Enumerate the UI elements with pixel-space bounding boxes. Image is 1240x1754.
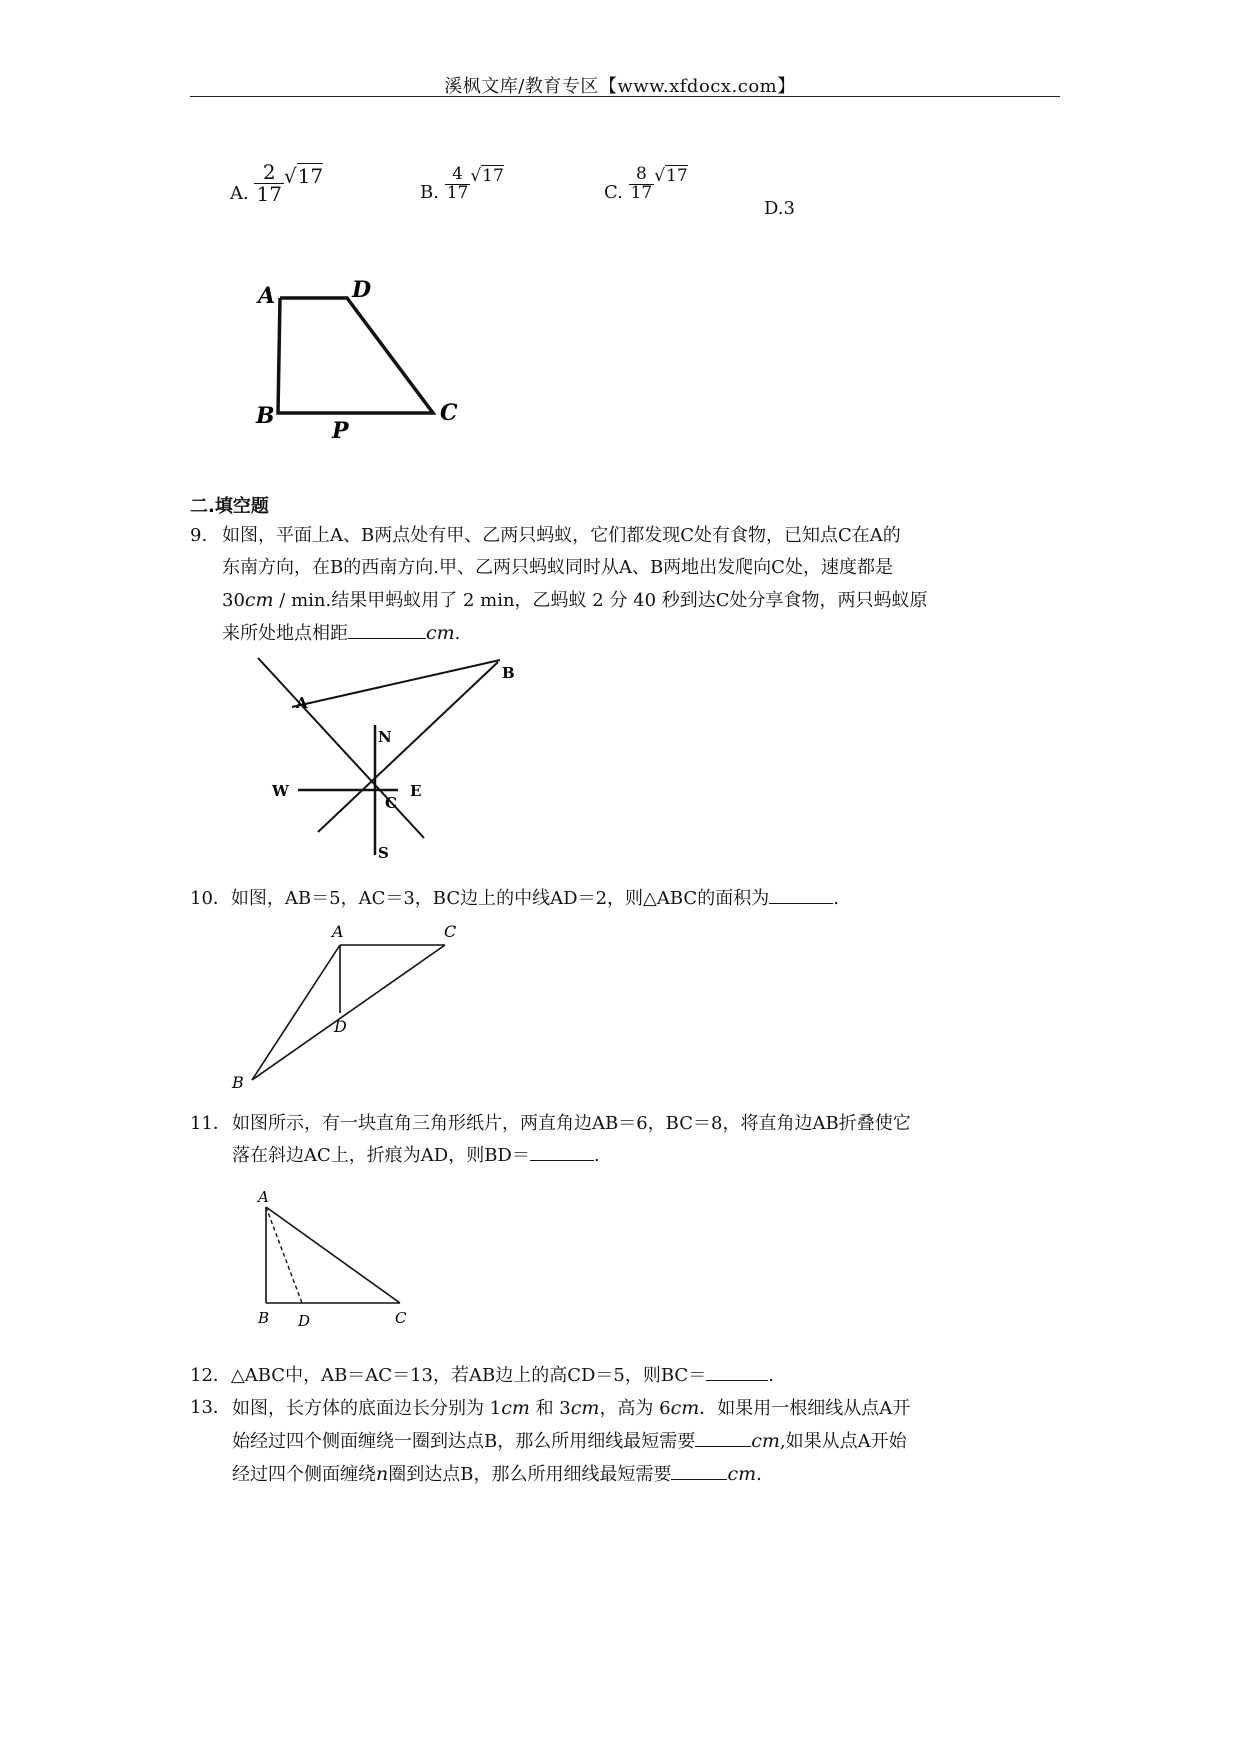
question-13-line-2: [232, 1425, 1092, 1458]
q13-unit-3: cm: [670, 1397, 700, 1419]
q13-n-variable: n: [376, 1463, 389, 1485]
q9-answer-unit: cm: [426, 622, 455, 644]
figure-trapezoid: [250, 270, 470, 450]
q13-text-1: 如图，长方体的底面边长分别为 1: [232, 1398, 502, 1419]
q9-line-4-text: 来所处地点相距: [222, 623, 348, 644]
figure-q10: [220, 915, 480, 1095]
question-9-line-1: 如图，平面上A、B两点处有甲、乙两只蚂蚁，它们都发现C处有食物，已知点C在A的: [222, 525, 901, 546]
option-c-fraction: [629, 166, 655, 203]
q13-text-2: 和 3: [529, 1398, 571, 1419]
compass-label-a: A: [296, 694, 308, 712]
segment-ab: [252, 945, 340, 1080]
question-11-line-2: [232, 1140, 1092, 1172]
q9-unit-cm: cm: [244, 589, 274, 611]
question-10-end: .: [833, 888, 839, 909]
question-12-end: .: [768, 1365, 774, 1386]
q13-unit-5: cm: [727, 1463, 757, 1485]
q13-answer-blank-1[interactable]: [695, 1426, 751, 1447]
q11-line-2-end: .: [593, 1145, 600, 1166]
trapezoid-outline: [278, 298, 433, 413]
q13-line-2-text: 始经过四个侧面缠绕一圈到达点B，那么所用细线最短需要: [232, 1431, 696, 1452]
option-c-numerator: 8: [629, 166, 655, 185]
q11-answer-blank[interactable]: [530, 1140, 594, 1161]
q10-label-d: D: [334, 1017, 347, 1036]
compass-label-c: C: [385, 794, 397, 812]
question-13-number: 13．: [190, 1397, 231, 1418]
figure-compass: [240, 650, 540, 870]
q13-answer-blank-2[interactable]: [671, 1459, 727, 1480]
q9-speed-value: 30: [222, 590, 245, 611]
fold-line-ad: [266, 1207, 302, 1303]
compass-label-n: N: [378, 728, 392, 746]
question-12: [190, 1360, 1070, 1392]
q13-line-3-mid: 圈到达点B，那么所用细线最短需要: [388, 1464, 672, 1485]
compass-label-b: B: [502, 664, 515, 682]
label-a: A: [258, 283, 276, 309]
q13-text-4: ．如果用一根细线从点A开: [699, 1398, 911, 1419]
question-9-line-4: [222, 617, 1082, 650]
q13-line-2-end: ,如果从点A开始: [779, 1431, 907, 1452]
option-d: [764, 198, 795, 219]
question-9-body: [222, 520, 1082, 650]
q9-answer-blank[interactable]: [348, 618, 426, 639]
option-c-sqrt: √17: [654, 166, 688, 187]
q10-label-c: C: [444, 922, 457, 941]
figure-q11: [250, 1185, 430, 1335]
label-c: C: [440, 400, 458, 426]
q13-text-3: ，高为 6: [599, 1398, 671, 1419]
section-title: 二.填空题: [190, 496, 269, 517]
q13-unit-4: cm: [751, 1430, 780, 1452]
option-a: [230, 162, 323, 205]
option-a-sqrt: √17: [283, 163, 324, 188]
option-c-radicand: 17: [666, 166, 688, 187]
option-a-fraction: [254, 162, 283, 205]
question-10: [190, 883, 1070, 915]
q9-line-3-rest: / min.结果甲蚂蚁用了 2 min，乙蚂蚁 2 分 40 秒到达C处分享食物，两只蚂蚁原: [273, 590, 928, 611]
option-c: [604, 166, 688, 203]
question-9-line-2: 东南方向，在B的西南方向.甲、乙两只蚂蚁同时从A、B两地出发爬向C处，速度都是: [222, 557, 893, 578]
q11-label-a: A: [258, 1188, 269, 1206]
question-12-text: △ABC中，AB＝AC＝13，若AB边上的高CD＝5，则BC＝: [230, 1365, 707, 1386]
compass-label-e: E: [410, 782, 422, 800]
question-12-number: 12．: [190, 1365, 231, 1386]
option-d-value: 3: [783, 198, 795, 219]
option-c-label: C.: [604, 181, 623, 203]
label-p: P: [332, 418, 349, 444]
compass-label-s: S: [378, 844, 389, 862]
q10-label-a: A: [332, 922, 344, 941]
q12-answer-blank[interactable]: [706, 1360, 768, 1381]
option-c-denominator: 17: [630, 182, 653, 203]
option-a-numerator: 2: [254, 162, 283, 184]
question-11-body: [232, 1108, 1092, 1172]
question-11-number: 11．: [190, 1113, 231, 1134]
question-9-line-3: [222, 584, 1082, 617]
q10-label-b: B: [232, 1073, 244, 1092]
question-10-number: 10．: [190, 888, 231, 909]
line-ab: [292, 660, 500, 707]
option-b-denominator: 17: [446, 182, 469, 203]
compass-label-w: W: [272, 782, 289, 800]
question-13-body: [232, 1392, 1092, 1491]
q11-label-d: D: [298, 1312, 311, 1330]
option-a-radicand: 17: [297, 163, 324, 188]
option-a-denominator: 17: [256, 182, 282, 206]
q13-line-3-end: .: [756, 1464, 762, 1485]
option-b-sqrt: √17: [470, 166, 504, 187]
line-bc-ne-sw: [318, 662, 498, 832]
option-d-label: D.: [764, 198, 784, 219]
q11-line-2-text: 落在斜边AC上，折痕为AD，则BD＝: [232, 1145, 530, 1166]
question-11-line-1: 如图所示，有一块直角三角形纸片，两直角边AB＝6，BC＝8，将直角边AB折叠使它: [232, 1113, 911, 1134]
question-13-line-3: [232, 1458, 1092, 1491]
question-13-line-1: [232, 1392, 1092, 1425]
q13-line-3-text: 经过四个侧面缠绕: [232, 1464, 376, 1485]
segment-ac: [266, 1207, 400, 1303]
option-b-label: B.: [420, 181, 439, 203]
option-b-numerator: 4: [445, 166, 471, 185]
q11-label-b: B: [258, 1309, 270, 1327]
question-9-number: 9.: [190, 525, 208, 546]
segment-bc: [252, 945, 445, 1080]
label-d: D: [352, 277, 372, 303]
option-b-fraction: [445, 166, 471, 203]
page-header: 溪枫文库/教育专区【www.xfdocx.com】: [444, 76, 796, 97]
label-b: B: [256, 403, 275, 429]
q9-line-4-end: .: [454, 623, 461, 644]
option-a-label: A.: [230, 183, 249, 204]
question-10-text: 如图，AB＝5，AC＝3，BC边上的中线AD＝2，则△ABC的面积为: [230, 888, 770, 909]
q11-label-c: C: [395, 1309, 407, 1327]
option-b: [420, 166, 504, 203]
q13-unit-1: cm: [501, 1397, 530, 1419]
q10-answer-blank[interactable]: [769, 883, 833, 904]
option-b-radicand: 17: [482, 166, 504, 187]
header-rule: [190, 96, 1060, 97]
q13-unit-2: cm: [570, 1397, 600, 1419]
